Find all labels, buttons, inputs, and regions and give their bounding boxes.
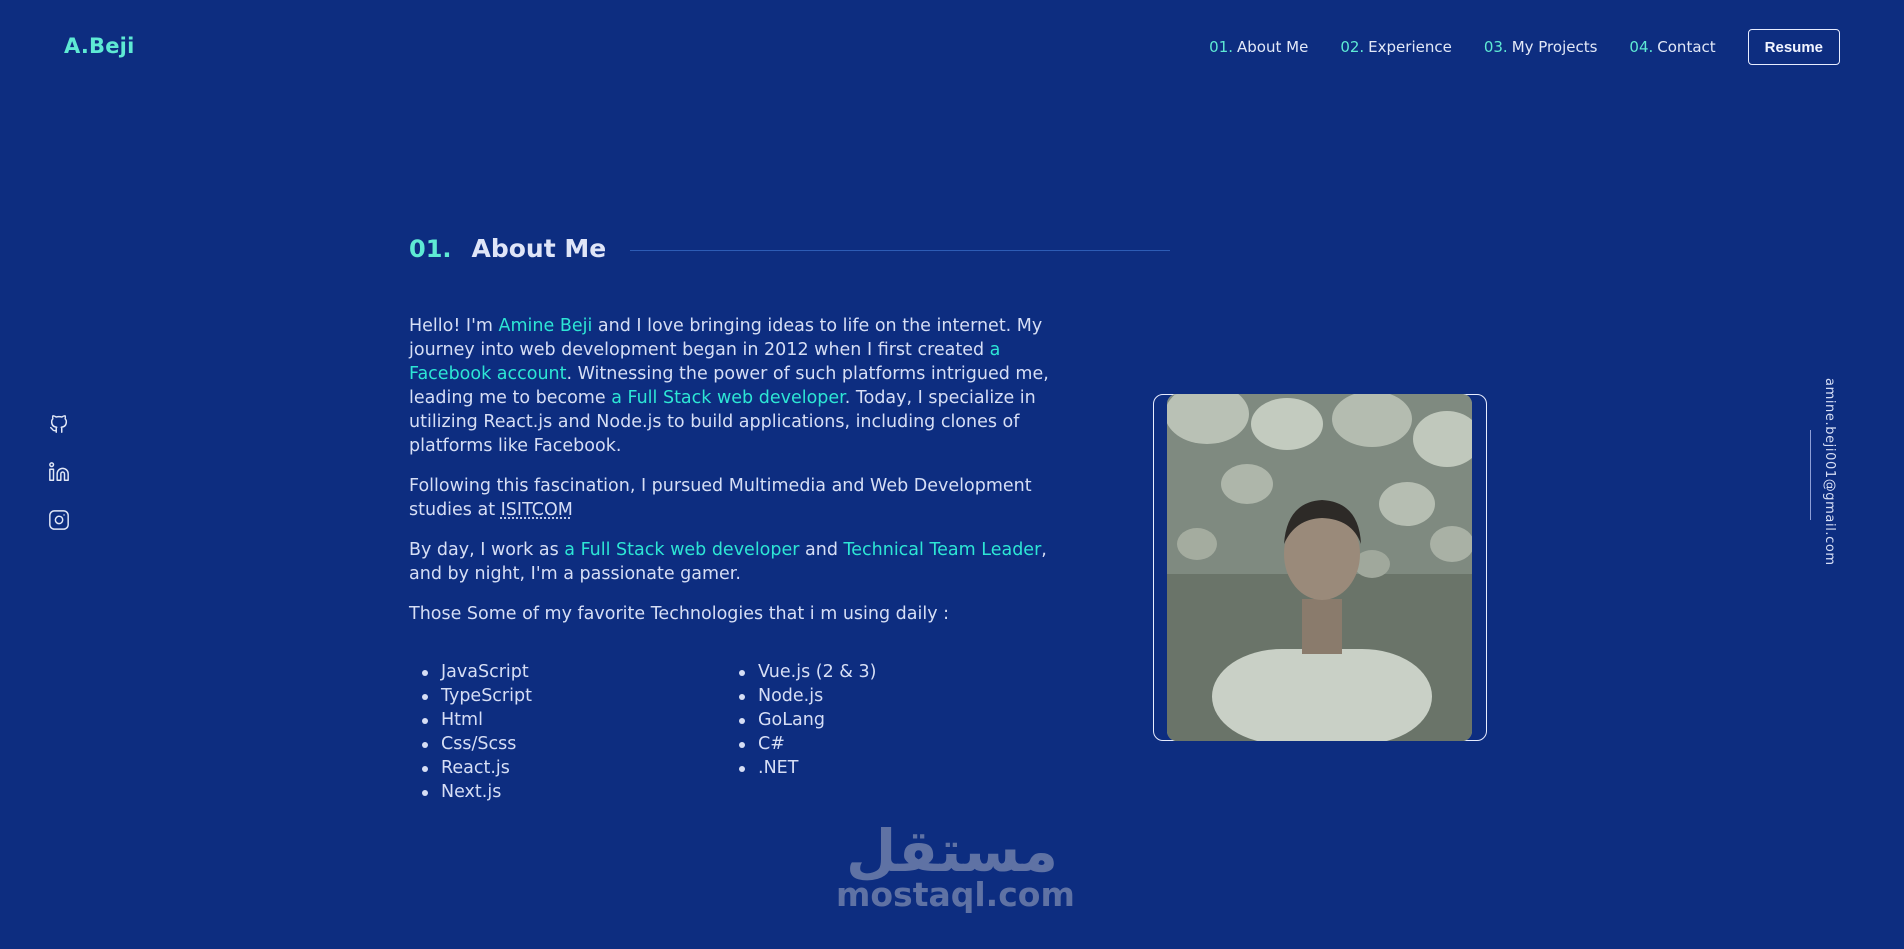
list-item: C#: [726, 732, 1043, 756]
site-logo[interactable]: A.Beji: [64, 34, 135, 58]
nav-number: 01.: [1209, 38, 1234, 56]
tech-list-col1: [409, 660, 726, 804]
role-full-stack-link[interactable]: a Full Stack web developer: [564, 540, 800, 560]
about-paragraph-tech-intro: Those Some of my favorite Technologies that i m using daily :: [409, 604, 950, 624]
github-icon[interactable]: [47, 412, 71, 436]
tech-lists: [409, 660, 1043, 804]
nav-number: 04.: [1629, 38, 1654, 56]
about-paragraph-work: [409, 538, 1069, 586]
text: By day, I work as: [409, 540, 565, 560]
text: . Witnessing the power of such platforms intrigued me, leading me to become: [409, 364, 1049, 408]
nav-experience[interactable]: [1340, 38, 1452, 56]
list-item: TypeScript: [409, 684, 726, 708]
list-item: GoLang: [726, 708, 1043, 732]
section-number: 01.: [409, 234, 452, 263]
text: and: [799, 540, 844, 560]
section-title: About Me: [471, 234, 607, 263]
nav-number: 03.: [1483, 38, 1508, 56]
list-item: Html: [409, 708, 726, 732]
profile-photo-illustration: [1167, 394, 1472, 741]
watermark: [836, 817, 1075, 914]
section-rule: [630, 250, 1170, 251]
email-rail: [1822, 378, 1846, 568]
about-paragraph-intro: [409, 314, 1069, 458]
nav-about-me[interactable]: [1209, 38, 1308, 56]
email-link[interactable]: amine.beji001@gmail.com: [1822, 378, 1837, 566]
about-paragraph-studies: [409, 474, 1069, 522]
nav-label: Experience: [1368, 38, 1452, 56]
watermark-latin: mostaql.com: [836, 875, 1075, 914]
text: Hello! I'm: [409, 316, 499, 336]
facebook-account-link[interactable]: a Facebook account: [409, 340, 1001, 384]
list-item: Next.js: [409, 780, 726, 804]
text: Following this fascination, I pursued Multimedia and Web Development studies at: [409, 476, 1032, 520]
list-item: .NET: [726, 756, 1043, 780]
nav-my-projects[interactable]: [1484, 38, 1598, 56]
watermark-arabic: مستقل: [845, 817, 1059, 885]
tech-list-col2: [726, 660, 1043, 804]
nav-label: About Me: [1237, 38, 1309, 56]
list-item: JavaScript: [409, 660, 726, 684]
about-text: [409, 314, 1069, 642]
resume-button[interactable]: Resume: [1748, 29, 1840, 65]
social-links: [47, 412, 71, 532]
linkedin-icon[interactable]: [47, 460, 71, 484]
nav-number: 02.: [1340, 38, 1365, 56]
instagram-icon[interactable]: [47, 508, 71, 532]
top-nav: [1177, 29, 1840, 65]
text: . Today, I specialize in utilizing React.js and Node.js to build applications, including clones of platforms like Facebook.: [409, 388, 1036, 456]
list-item: Node.js: [726, 684, 1043, 708]
full-stack-link[interactable]: a Full Stack web developer: [611, 388, 845, 408]
list-item: React.js: [409, 756, 726, 780]
nav-label: Contact: [1657, 38, 1716, 56]
list-item: Vue.js (2 & 3): [726, 660, 1043, 684]
nav-contact[interactable]: [1629, 38, 1715, 56]
list-item: Css/Scss: [409, 732, 726, 756]
text: and I love bringing ideas to life on the internet. My journey into web development began in 2012 when I first created: [409, 316, 1043, 360]
role-team-leader-link[interactable]: Technical Team Leader: [843, 540, 1042, 560]
nav-label: My Projects: [1511, 38, 1598, 56]
text: , and by night, I'm a passionate gamer.: [409, 540, 1047, 584]
section-heading: [409, 234, 1170, 263]
email-divider: [1810, 430, 1811, 520]
name-highlight: Amine Beji: [498, 316, 593, 336]
isitcom-link[interactable]: ISITCOM: [500, 500, 573, 520]
profile-photo[interactable]: [1167, 394, 1472, 741]
